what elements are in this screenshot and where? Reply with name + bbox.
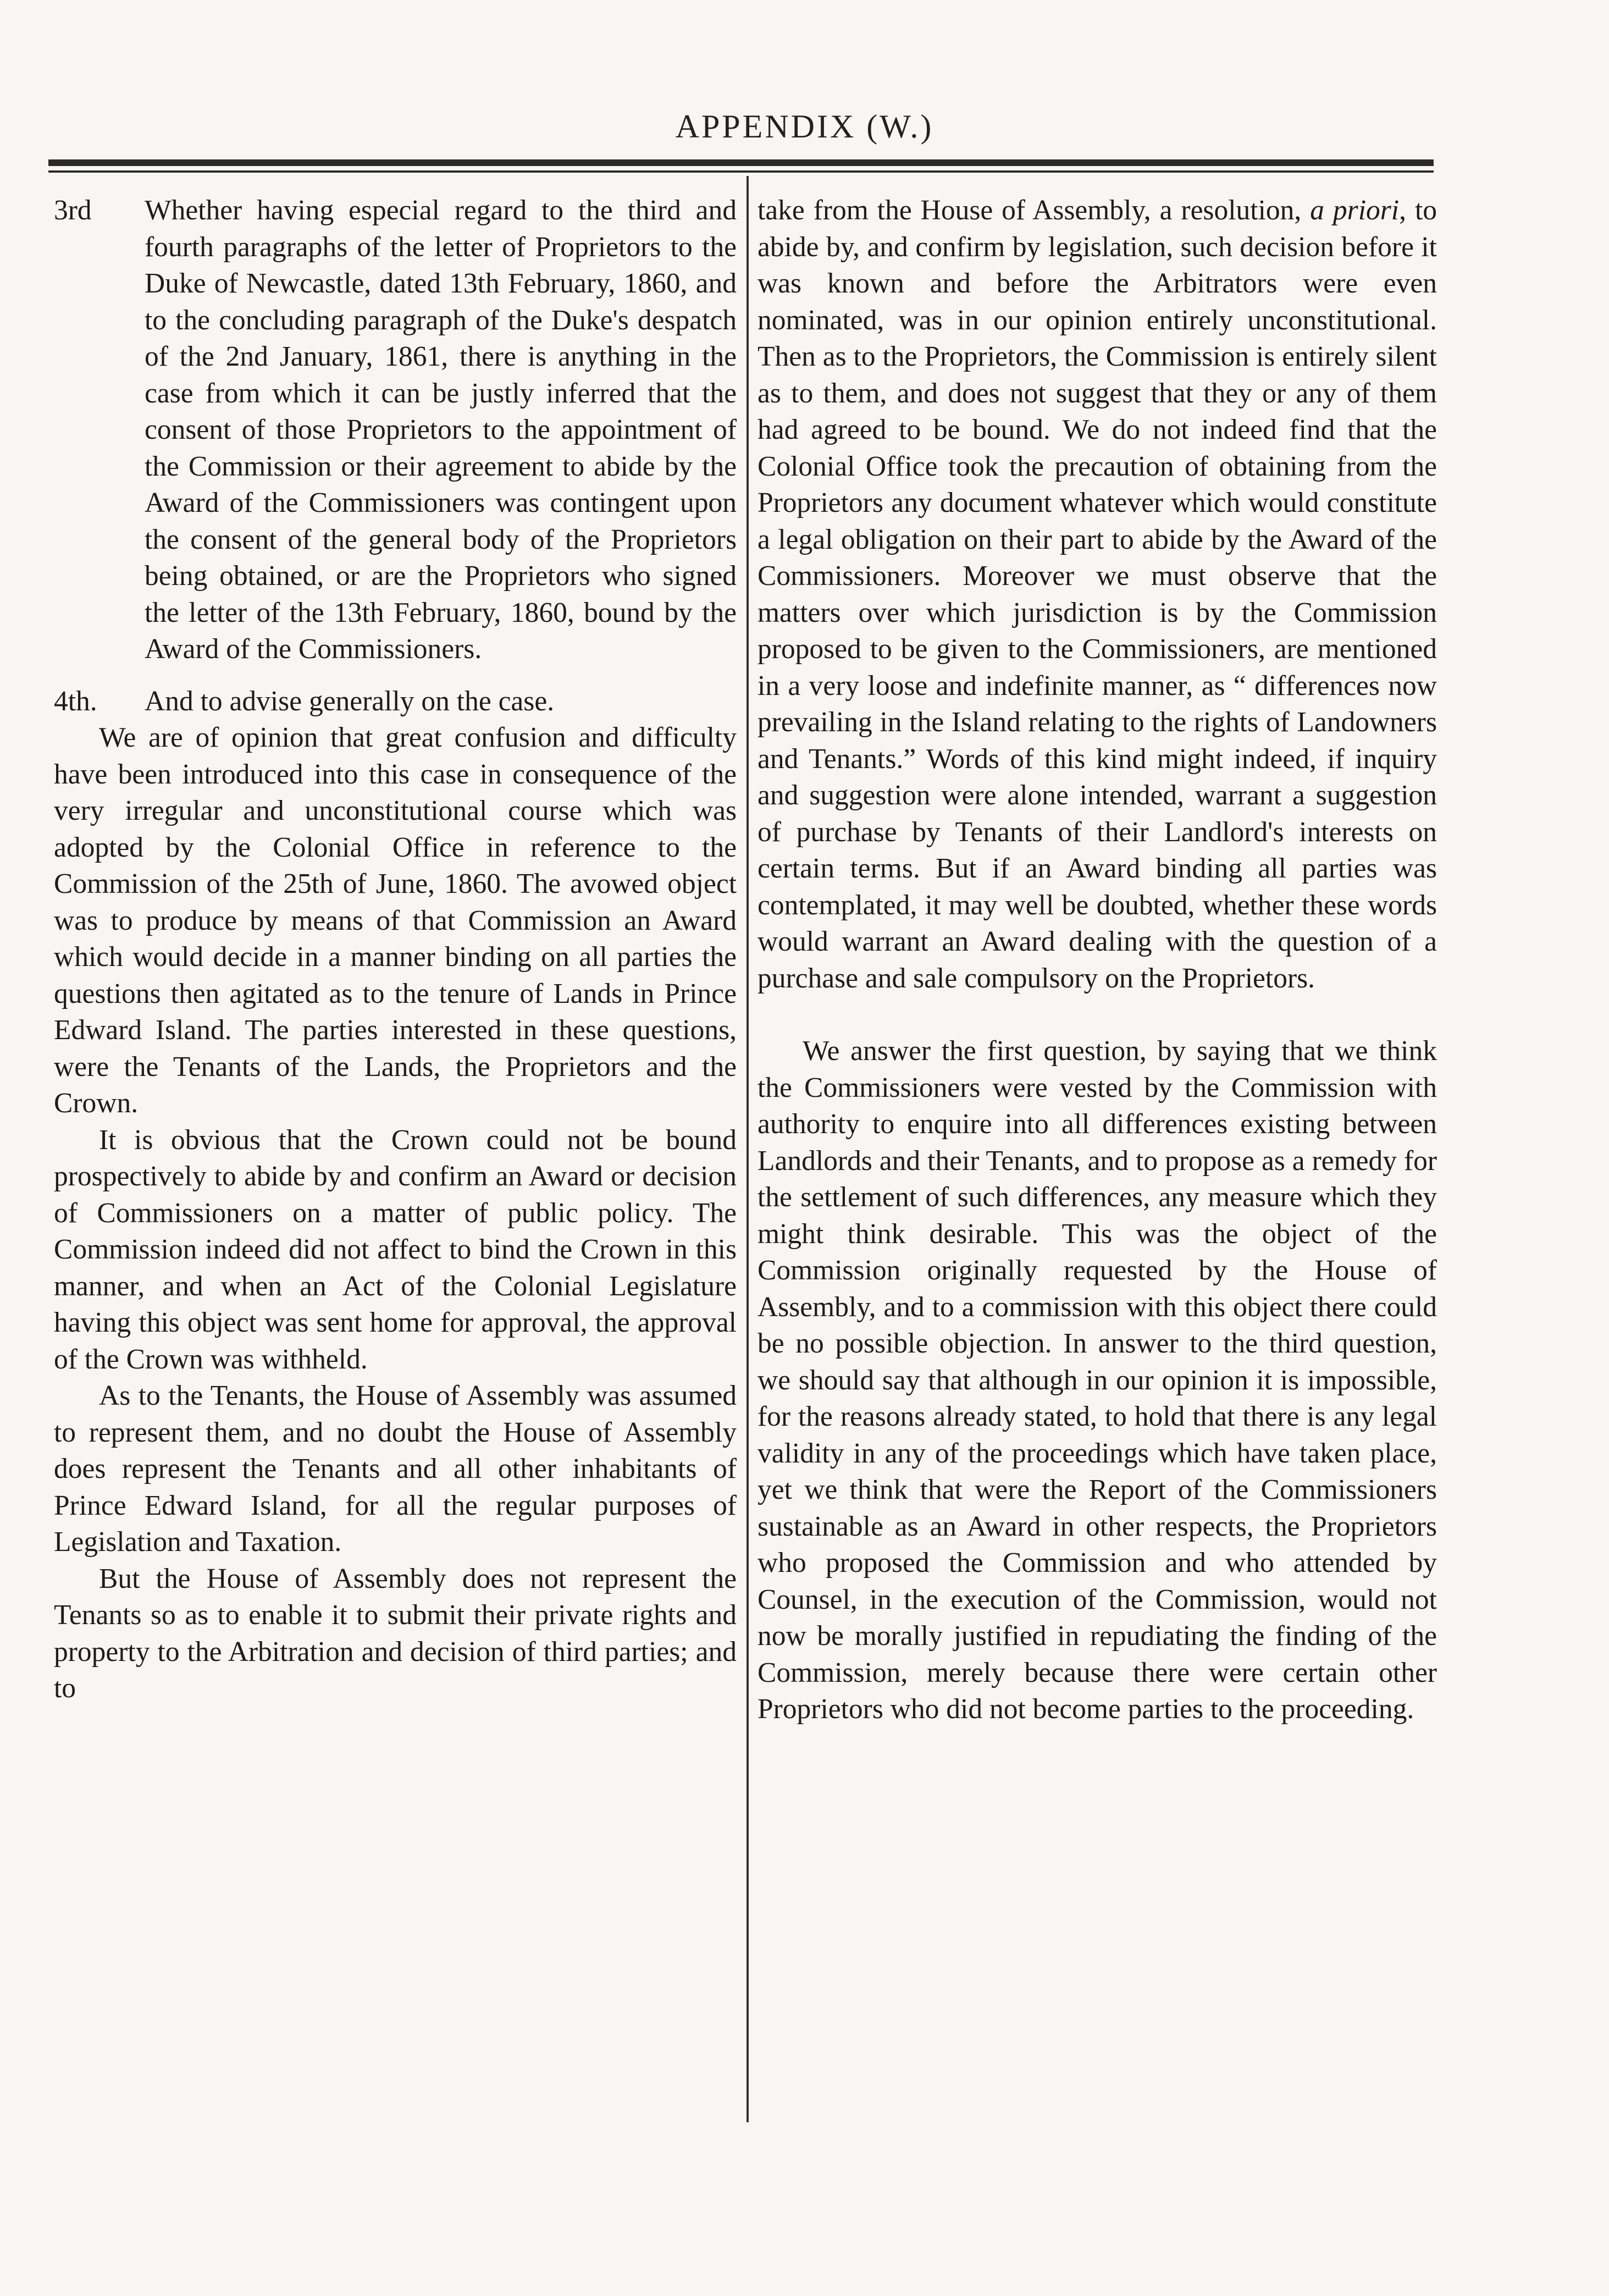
continued-text-start: take from the House of Assembly, a resolution, [757, 195, 1311, 226]
question-item-4 [54, 683, 737, 720]
question-number: 4th. [54, 685, 97, 717]
paragraph: We answer the first question, by saying that we think the Commissioners were vested by the Commission with authority to enquire into all differences existing between Landlords and their Tenants, and to propose as a remedy for the settlement of such differences, any measure which they might think desirable. This was the object of the Commission originally requested by the House of Assembly, and to a commission with this object there could be no possible objection. In answer to the third question, we should say that although in our opinion it is impossible, for the reasons already stated, to hold that there is any legal validity in any of the proceedings which have taken place, yet we think that were the Report of the Commissioners sustainable as an Award in other respects, the Proprietors who proposed the Commission and who attended by Counsel, in the execution of the Commission, would not now be morally justified in repudiating the finding of the Commission, merely because there were certain other Proprietors who did not become parties to the proceeding. [757, 1035, 1437, 1725]
header-rule-thick [48, 159, 1434, 166]
continued-text-rest: , to abide by, and confirm by legislation, such decision before it was known and before the Arbitrators were even nominated, was in our opinion entirely unconstitutional. Then as to the Proprietors, the Commission is entirely silent as to them, and does not suggest that they or any of them had agreed to be bound. We do not indeed find that the Colonial Office took the precaution of obtaining from the Proprietors any document whatever which would constitute a legal obligation on their part to abide by the Award of the Commissioners. Moreover we must observe that the matters over which jurisdiction is by the Commission proposed to be given to the Commissioners, are mentioned in a very loose and indefinite manner, as “ differences now prevailing in the Island relating to the rights of Landowners and Tenants.” Words of this kind might indeed, if inquiry and suggestion were alone intended, warrant a suggestion of purchase by Tenants of their Landlord's interests on certain terms. But if an Award binding all parties was contemplated, it may well be doubted, whether these words would warrant an Award dealing with the question of a purchase and sale compulsory on the Proprietors. [757, 195, 1437, 994]
question-text: Whether having especial regard to the third and fourth paragraphs of the letter of Proprietors to the Duke of Newcastle, dated 13th February, 1860, and to the concluding paragraph of the Duke's despatch of the 2nd January, 1861, there is anything in the case from which it can be justly inferred that the consent of those Proprietors to the appointment of the Commission or their agreement to abide by the Award of the Commissioners was contingent upon the consent of the general body of the Proprietors being obtained, or are the Proprietors who signed the letter of the 13th February, 1860, bound by the Award of the Commissioners. [145, 195, 737, 665]
question-number: 3rd [54, 195, 92, 226]
paragraph: We are of opinion that great confusion and difficulty have been introduced into this case in consequence of the very irregular and unconstitutional course which was adopted by the Colonial Office in reference to the Commission of the 25th of June, 1860. The avowed object was to produce by means of that Commission an Award which would decide in a manner binding on all parties the questions then agitated as to the tenure of Lands in Prince Edward Island. The parties interested in these questions, were the Tenants of the Lands, the Proprietors and the Crown. [54, 722, 737, 1119]
right-column [757, 192, 1437, 1728]
question-item-3 [54, 192, 737, 668]
italic-phrase: a priori [1310, 195, 1400, 226]
header-rule-thin [48, 170, 1434, 173]
continued-paragraph [757, 192, 1437, 997]
paragraph: As to the Tenants, the House of Assembly was assumed to represent them, and no doubt the House of Assembly does represent the Tenants and all other inhabitants of Prince Edward Island, for all the regular purposes of Legislation and Taxation. [54, 1380, 737, 1558]
left-column [54, 192, 737, 1707]
column-divider [747, 176, 749, 2122]
question-text: And to advise generally on the case. [145, 685, 555, 717]
page-header: APPENDIX (W.) [675, 108, 934, 145]
paragraph: It is obvious that the Crown could not be bound prospectively to abide by and confirm an Award or decision of Commissioners on a matter of public policy. The Commission indeed did not affect to bind the Crown in this manner, and when an Act of the Colonial Legislature having this object was sent home for approval, the approval of the Crown was withheld. [54, 1124, 737, 1375]
paragraph: But the House of Assembly does not represent the Tenants so as to enable it to submit their private rights and property to the Arbitration and decision of third parties; and to [54, 1563, 737, 1704]
